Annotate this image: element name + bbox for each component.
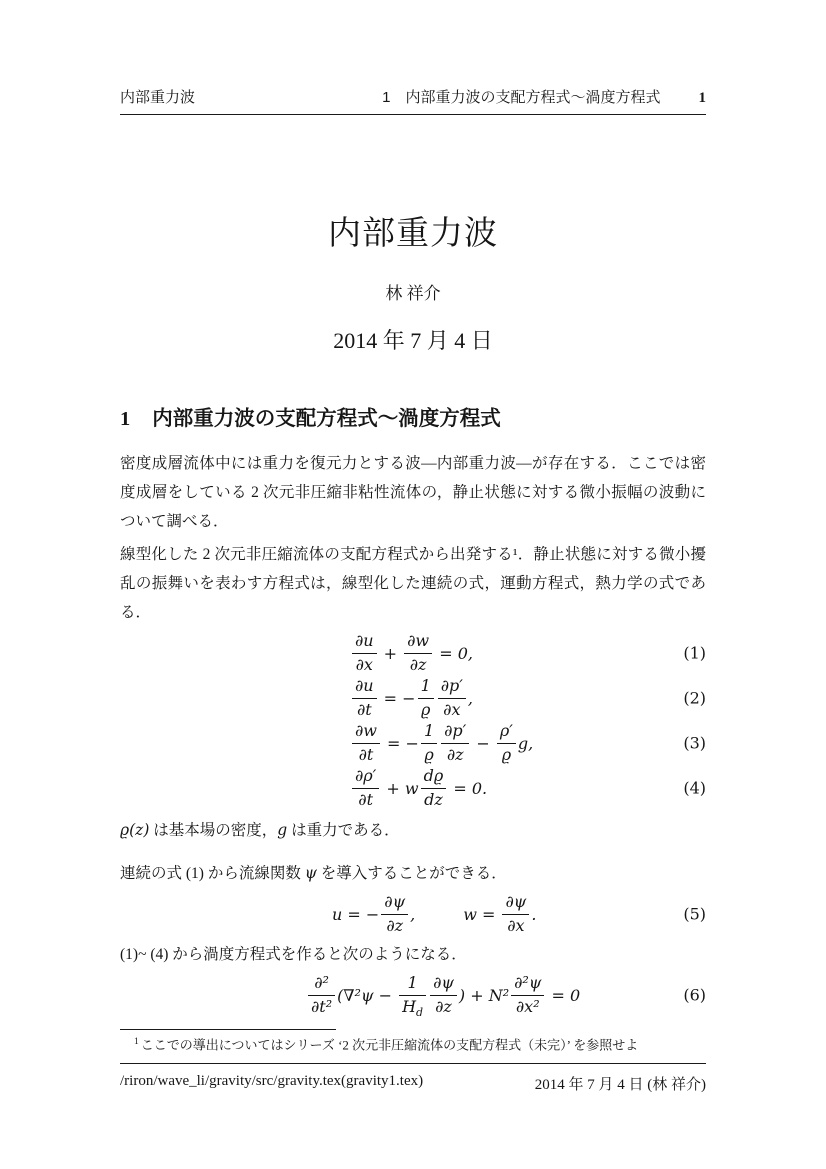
inline-math: g [277,821,288,839]
fraction: $\frac{\partial w}{\partial z}$ [404,632,432,674]
document-title: 内部重力波 [328,216,498,252]
fraction: $\frac{1}{H_d}$ [399,974,426,1016]
section-title: 内部重力波の支配方程式～渦度方程式 [152,407,501,430]
fraction: $\frac{dϱ}{dz}$ [421,767,447,809]
equation-number: (1) [683,643,706,663]
equation-body: $\frac{\text{∂²}}{\text{∂t²}}$ (∇²ψ − $\frac{1}{H_d}$ $\frac{\partial\psi}{\partial z}$ ) + N² $\frac{\text{∂²ψ}}{\text{∂x²}}$ = 0 [306,974,580,1016]
paragraph-streamfunction-note: 連続の式 (1) から流線関数 ψ を導入することができる． [120,864,507,882]
paragraph-vorticity-note: (1)~ (4) から渦度方程式を作ると次のようになる． [120,946,467,963]
document-date: 2014 年 7 月 4 日 [333,328,493,353]
page-footer [120,1063,706,1094]
equation-row [120,631,706,675]
equation-row [120,676,706,720]
equation-row [120,721,706,765]
fraction: $\frac{\partial u}{\partial x}$ [352,632,377,674]
fraction: $\frac{1}{ϱ}$ [421,722,437,764]
equation-body: $\frac{\partial u}{\partial t}$ = − $\frac{1}{ϱ}$ $\frac{\partial p'}{\partial x}$ , [350,677,473,719]
paragraph-density-note: ϱ(z) は基本場の密度，g は重力である． [120,821,400,839]
footnote-rule [120,1029,336,1030]
footnote-text: ここでの導出についてはシリーズ ‘2 次元非圧縮流体の支配方程式（未完）’ を参照せよ [140,1037,639,1053]
fraction: $\frac{\partial\psi}{\partial x}$ [502,893,529,935]
paragraph-linearized: 線型化した 2 次元非圧縮流体の支配方程式から出発する¹．静止状態に対する微小擾乱の振舞いを表わす方程式は，線型化した連続の式，運動方程式，熱力学の式である． [120,546,706,621]
equation-number: (5) [683,904,706,924]
header-doc-title: 内部重力波 [120,89,196,106]
header-page-number: 1 [698,90,706,106]
paragraph-intro: 密度成層流体中には重力を復元力とする波—内部重力波—が存在する．ここでは密度成層をしている 2 次元非圧縮非粘性流体の，静止状態に対する微小振幅の波動について調べる． [120,455,706,530]
equation-body: $\frac{\partial\rho'}{\partial t}$ + w $\frac{dϱ}{dz}$ = 0. [350,767,487,809]
equation-group-streamfunction [120,892,706,936]
fraction: $\frac{\partial p'}{\partial x}$ [438,677,466,719]
equation-row [120,766,706,810]
fraction: $\frac{\text{∂²}}{\text{∂t²}}$ [308,974,335,1016]
equation-number: (4) [683,778,706,798]
fraction: $\frac{1}{ϱ}$ [418,677,434,719]
footnote [120,1035,706,1055]
inline-math: ϱ(z) [120,821,150,839]
equation-group-governing [120,631,706,810]
footnote-marker: 1 [134,1037,139,1047]
section-number: 1 [120,408,131,430]
equation-group-vorticity [120,973,706,1017]
footer-date-author: 2014 年 7 月 4 日 (林 祥介) [534,1077,706,1093]
fraction: $\frac{\partial\psi}{\partial z}$ [430,974,457,1016]
text-block [120,0,706,1055]
fraction: $\frac{\partial u}{\partial t}$ [352,677,377,719]
equation-number: (6) [683,985,706,1005]
fraction: $\frac{\text{∂²ψ}}{\text{∂x²}}$ [511,974,544,1016]
equation-row [120,892,706,936]
fraction: $\frac{\partial\psi}{\partial z}$ [381,893,408,935]
running-header [120,0,706,115]
inline-math: ψ [304,864,317,882]
equation-row [120,973,706,1017]
author-name: 林 祥介 [385,284,441,303]
fraction: $\frac{\partial\rho'}{\partial t}$ [352,767,379,809]
fraction: $\frac{\partial p'}{\partial z}$ [441,722,469,764]
equation-body: u = − $\frac{\partial\psi}{\partial z}$ , w = $\frac{\partial\psi}{\partial x}$ . [332,892,537,935]
equation-body: $\frac{\partial u}{\partial x}$ + $\frac{\partial w}{\partial z}$ = 0, [350,632,473,674]
header-section-mark: 1 内部重力波の支配方程式～渦度方程式 [382,89,661,106]
section-heading [120,401,706,431]
equation-body: $\frac{\partial w}{\partial t}$ = − $\frac{1}{ϱ}$ $\frac{\partial p'}{\partial z}$ − $\frac{\rho'}{ϱ}$ g, [350,722,533,764]
equation-number: (3) [683,733,706,753]
footer-file-path: /riron/wave_li/gravity/src/gravity.tex(gravity1.tex) [120,1073,424,1089]
equation-number: (2) [683,688,706,708]
fraction: $\frac{\partial w}{\partial t}$ [352,722,380,764]
fraction: $\frac{\rho'}{ϱ}$ [497,722,516,764]
